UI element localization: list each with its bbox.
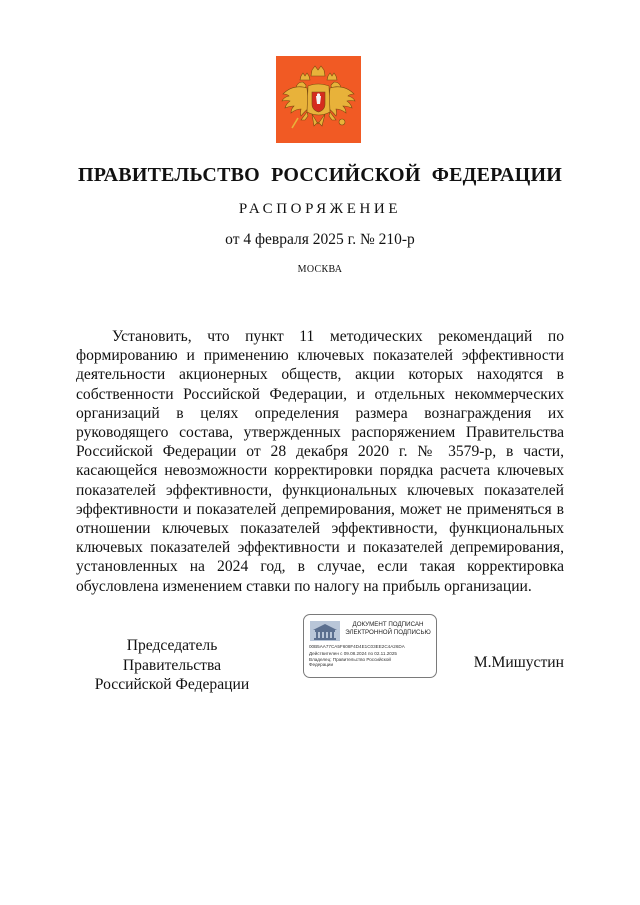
coat-of-arms-icon [276, 56, 361, 143]
stamp-certificate: 00B5AA77CA5F608F4D4E1C03EE2C4A26DA [309, 644, 405, 649]
electronic-signature-stamp [303, 614, 437, 678]
signatory-position-line2: Российской Федерации [94, 676, 250, 693]
signatory-position [76, 636, 268, 695]
document-type: РАСПОРЯЖЕНИЕ [238, 201, 402, 217]
building-icon [310, 621, 340, 641]
order-text: Установить, что пункт 11 методических рекомендаций по формированию и применению ключевых показателей эффективности деятельности акционерных обществ, акции которых находятся в собственности Российской Федерации, и отдельных некоммерческих организаций в целях определения размера вознаграждения их руководящего состава, утвержденных распоряжением Правительства Российской Федерации от 28 декабря 2020 г. № 3579-р, в части, касающейся невозможности корректировки порядка расчета ключевых показателей эффективности, функциональных ключевых показателей эффективности и показателей депремирования, может не применяться в отношении ключевых показателей эффективности, функциональных ключевых показателей эффективности и показателей депремирования, установленных на 2024 год, в случае, если такая корректировка обусловлена изменением ставки по налогу на прибыль организации. [76, 328, 564, 595]
stamp-owner-line1: Владелец: Правительство Российской [309, 657, 391, 662]
stamp-validity: Действителен с 09.08.2024 по 02.11.2025 [309, 651, 397, 656]
document-date-number: от 4 февраля 2025 г. № 210-р [225, 231, 415, 248]
stamp-heading-line1: ДОКУМЕНТ ПОДПИСАН [352, 621, 424, 628]
document-city: МОСКВА [297, 264, 343, 275]
stamp-owner-line2: Федерации [309, 662, 334, 668]
signatory-position-line1: Председатель Правительства [122, 637, 222, 674]
signatory-name: М.Мишустин [473, 654, 564, 671]
stamp-heading [342, 621, 434, 637]
stamp-heading-line2: ЭЛЕКТРОННОЙ ПОДПИСЬЮ [345, 629, 431, 636]
stamp-owner [309, 657, 391, 668]
government-title: ПРАВИТЕЛЬСТВО РОССИЙСКОЙ ФЕДЕРАЦИИ [78, 164, 562, 186]
